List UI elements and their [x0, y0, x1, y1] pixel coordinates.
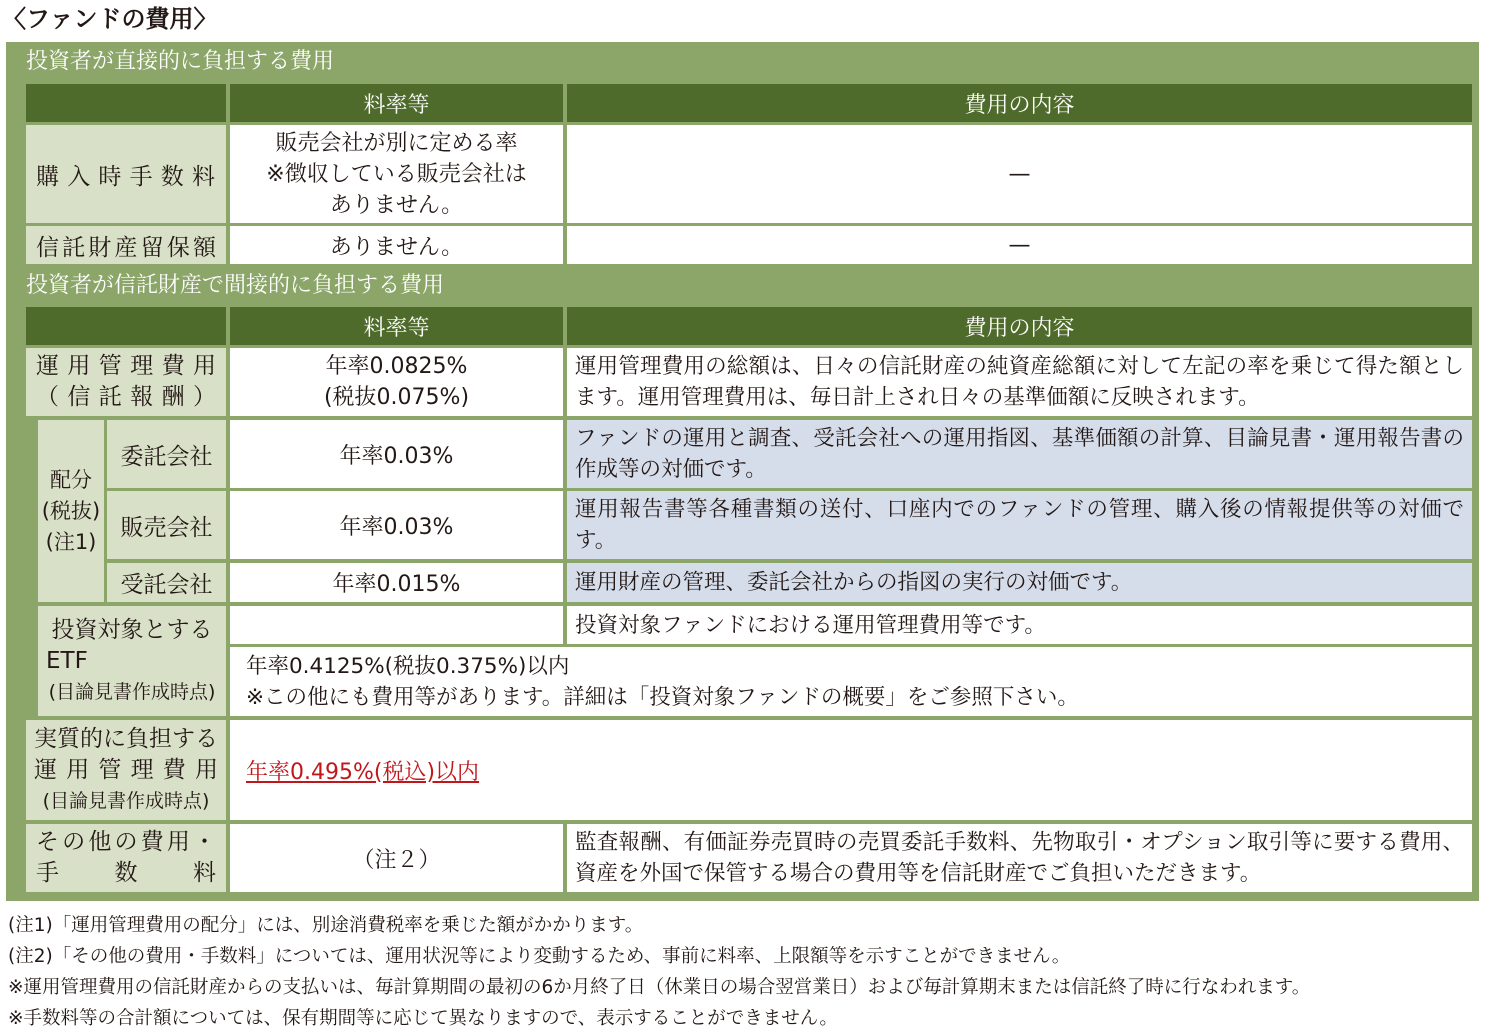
purchase-fee-rate: 販売会社が別に定める率 ※徴収している販売会社は ありません。 [230, 125, 563, 223]
etf-rate: 年率0.4125%(税抜0.375%)以内 ※この他にも費用等があります。詳細は「投資対象ファンドの概要」をご参照下さい。 [230, 647, 1472, 716]
purchase-fee-label: 購入時手数料 [26, 125, 226, 223]
etf-label: 投資対象とする ETF (目論見書作成時点) [38, 606, 226, 716]
management-fee-content: 運用管理費用の総額は、日々の信託財産の純資産総額に対して左記の率を乗じて得た額とします。運用管理費用は、毎日計上され日々の基準価額に反映されます。 [567, 348, 1472, 416]
allocation-item-content-trustee: 運用財産の管理、委託会社からの指図の実行の対価です。 [567, 563, 1472, 602]
note-1: (注1)「運用管理費用の配分」には、別途消費税率を乗じた額がかかります。 [8, 915, 644, 936]
allocation-item-rate-trustor: 年率0.03% [230, 420, 563, 488]
effective-fee-rate-text: 年率0.495%(税込)以内 [246, 759, 480, 785]
management-fee-label: 運用管理費用 （信託報酬） [26, 348, 226, 416]
allocation-item-label-trustee: 受託会社 [107, 563, 226, 602]
trust-reserve-content: — [567, 226, 1472, 264]
note-2: (注2)「その他の費用・手数料」については、運用状況等により変動するため、事前に料率、上限額等を示すことができません。 [8, 946, 1071, 967]
effective-fee-label: 実質的に負担する 運用管理費用 (目論見書作成時点) [26, 720, 226, 820]
section1-header-content: 費用の内容 [567, 84, 1472, 122]
etf-rate-top-blank [230, 606, 563, 644]
etf-content: 投資対象ファンドにおける運用管理費用等です。 [567, 606, 1472, 644]
allocation-item-rate-distributor: 年率0.03% [230, 491, 563, 559]
section2-header-content: 費用の内容 [567, 307, 1472, 345]
purchase-fee-content: — [567, 125, 1472, 223]
allocation-item-label-trustor: 委託会社 [107, 420, 226, 488]
section2-header-blank [26, 307, 226, 345]
trust-reserve-label: 信託財産留保額 [26, 226, 226, 264]
allocation-item-label-distributor: 販売会社 [107, 491, 226, 559]
other-fees-content: 監査報酬、有価証券売買時の売買委託手数料、先物取引・オプション取引等に要する費用、資産を外国で保管する場合の費用等を信託財産でご負担いただきます。 [567, 824, 1472, 892]
allocation-item-content-distributor: 運用報告書等各種書類の送付、口座内でのファンドの管理、購入後の情報提供等の対価です。 [567, 491, 1472, 559]
allocation-item-content-trustor: ファンドの運用と調査、受託会社への運用指図、基準価額の計算、目論見書・運用報告書の作成等の対価です。 [567, 420, 1472, 488]
note-4: ※手数料等の合計額については、保有期間等に応じて異なりますので、表示することができません。 [8, 1008, 838, 1029]
note-3: ※運用管理費用の信託財産からの支払いは、毎計算期間の最初の6か月終了日（休業日の場合翌営業日）および毎計算期末または信託終了時に行なわれます。 [8, 977, 1311, 998]
section2-header-rate: 料率等 [230, 307, 563, 345]
section1-header-rate: 料率等 [230, 84, 563, 122]
section1-title: 投資者が直接的に負担する費用 [26, 49, 335, 74]
page-title: 〈ファンドの費用〉 [2, 5, 218, 33]
trust-reserve-rate: ありません。 [230, 226, 563, 264]
section2-title: 投資者が信託財産で間接的に負担する費用 [26, 273, 445, 298]
section1-header-blank [26, 84, 226, 122]
allocation-item-rate-trustee: 年率0.015% [230, 563, 563, 602]
allocation-label: 配分 (税抜) (注1) [38, 420, 104, 602]
management-fee-rate: 年率0.0825% (税抜0.075%) [230, 348, 563, 416]
effective-fee-rate [230, 720, 1472, 820]
other-fees-label: その他の費用・ 手数料 [26, 824, 226, 892]
other-fees-rate: （注２） [230, 824, 563, 892]
